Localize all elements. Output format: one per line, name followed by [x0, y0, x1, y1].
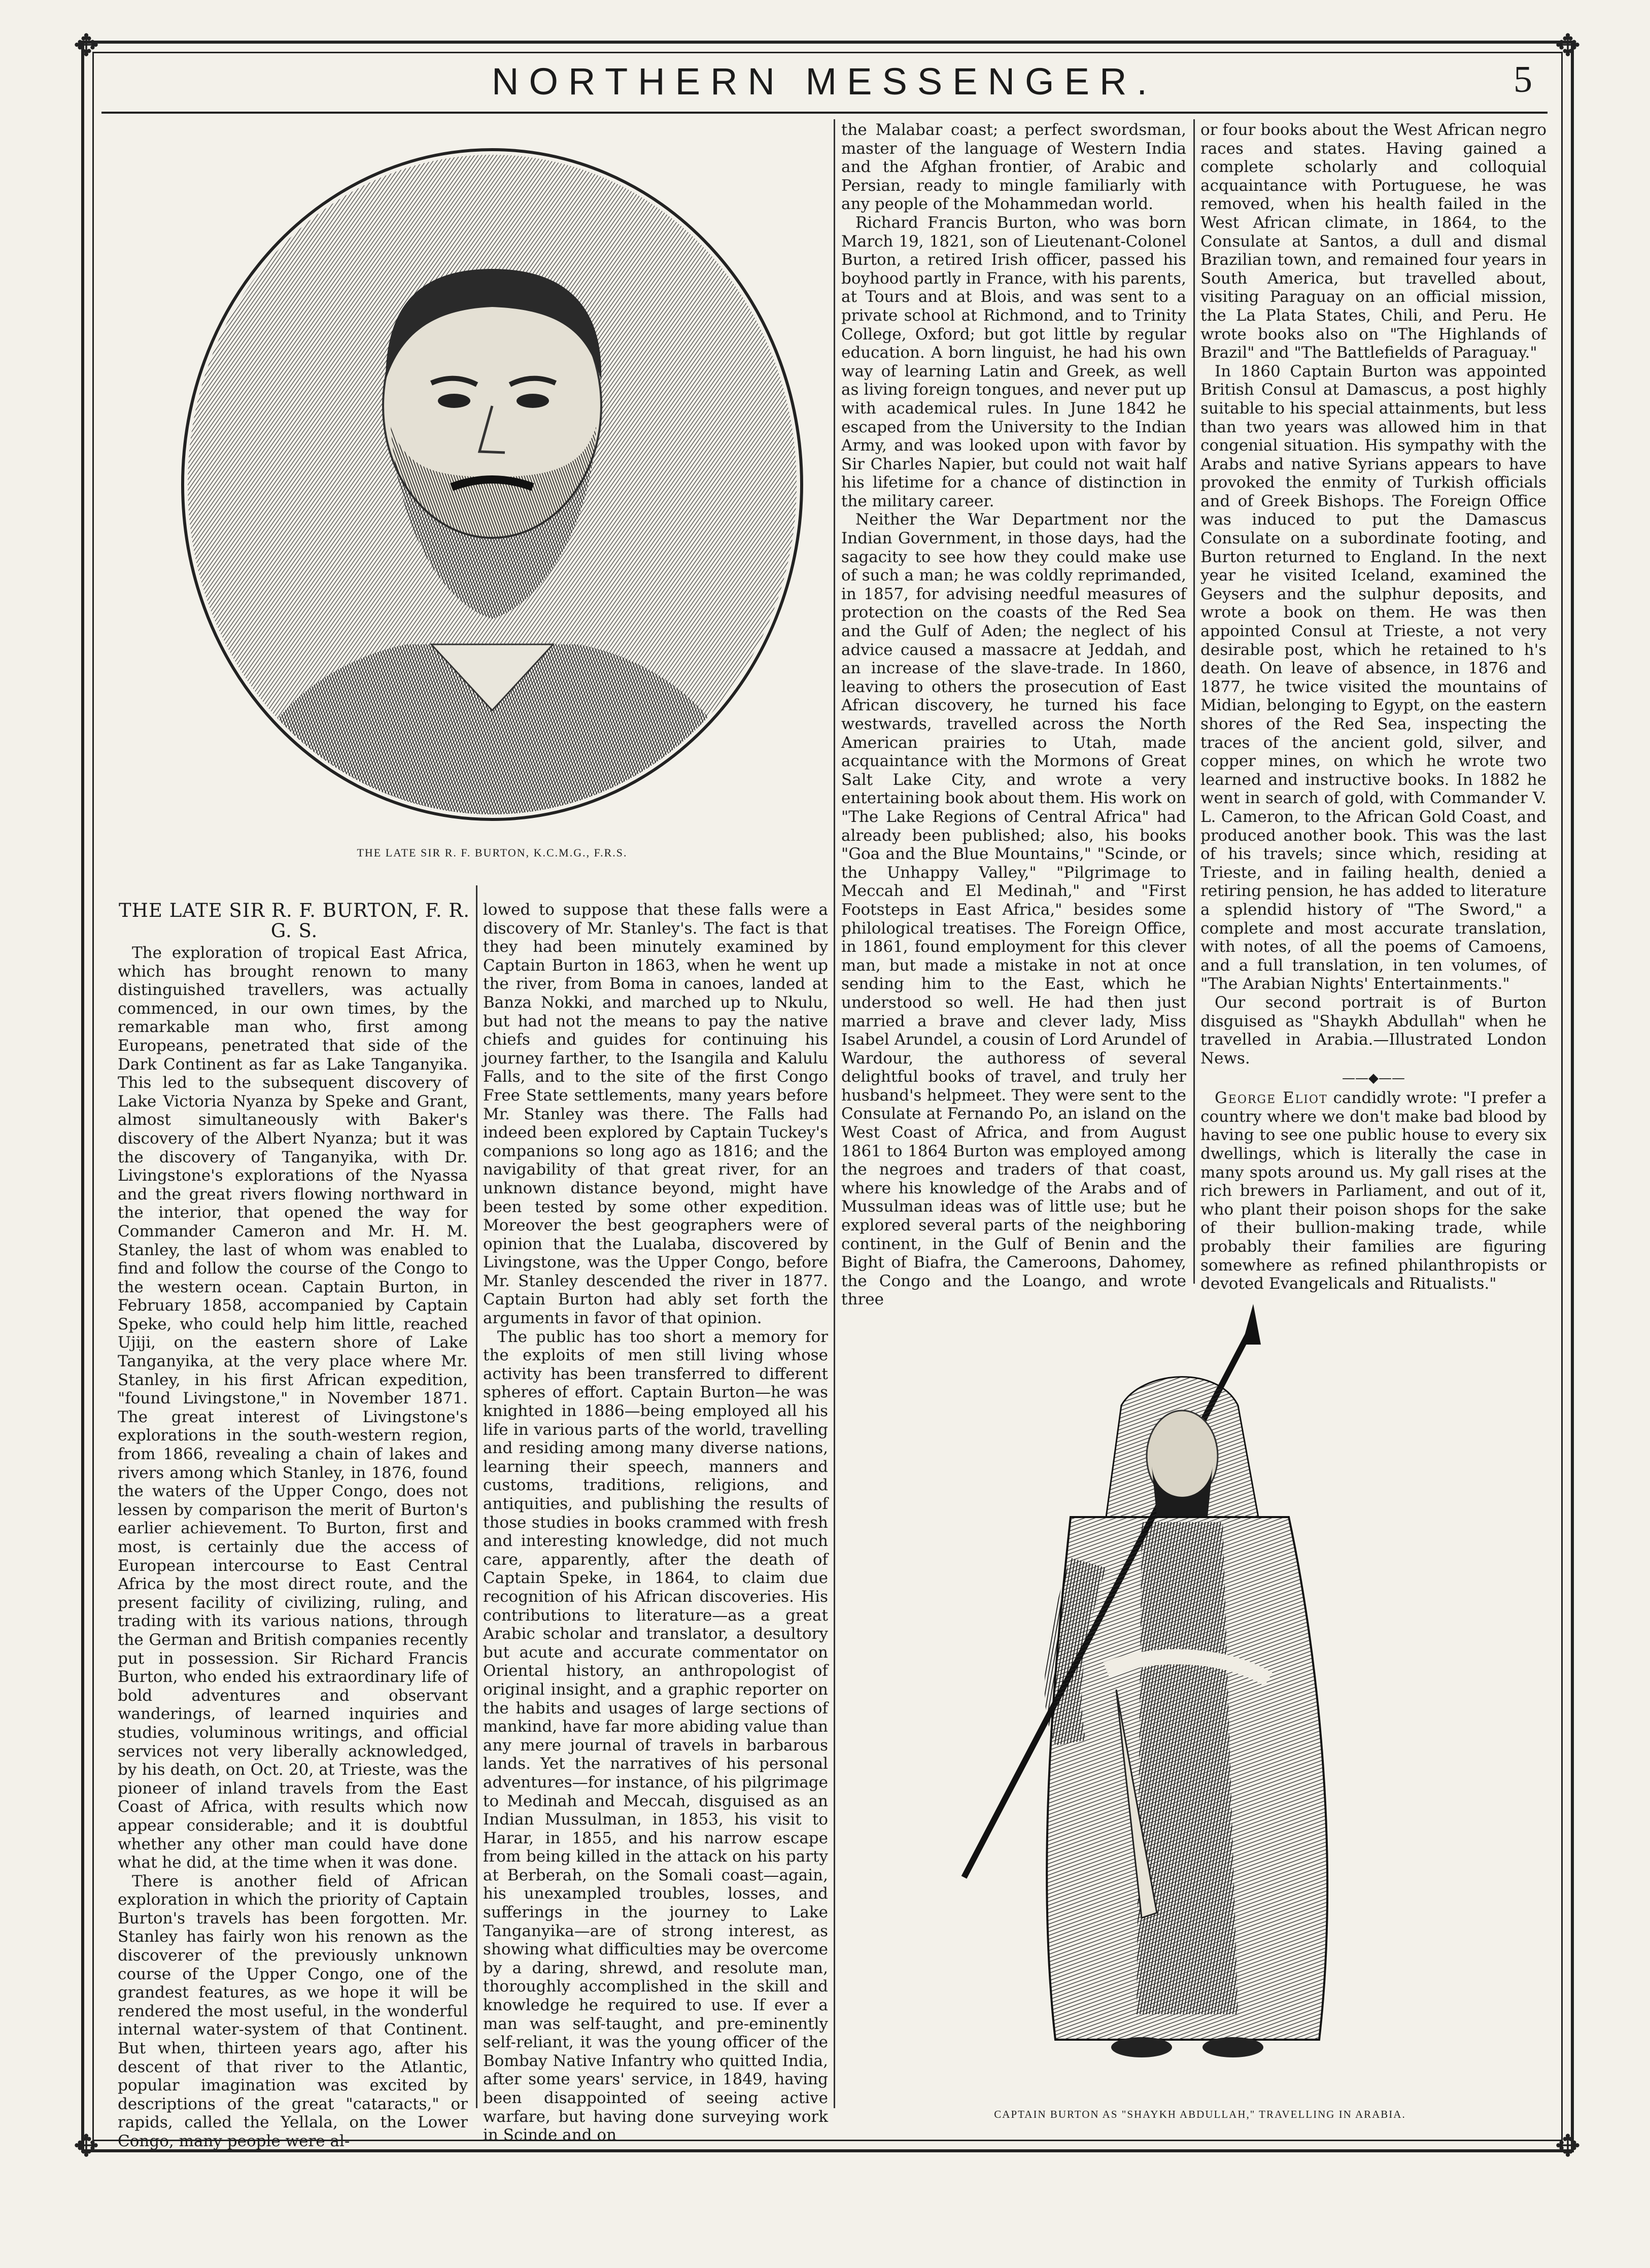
article-column-4	[1200, 121, 1546, 1293]
shaykh-caption: CAPTAIN BURTON AS "SHAYKH ABDULLAH," TRAVELLING IN ARABIA.	[994, 2108, 1406, 2120]
article-headline: THE LATE SIR R. F. BURTON, F. R. G. S.	[118, 900, 470, 942]
corner-ornament-icon: ✥	[73, 28, 99, 63]
article-column-3	[841, 121, 1186, 1309]
portrait-engraving	[167, 142, 817, 827]
masthead	[112, 53, 1537, 109]
shaykh-engraving	[903, 1304, 1487, 2095]
paragraph: or four books about the West African negro races and states. Having gained a complete scholarly and colloquial acquaintance with Portuguese, he was removed, when his health failed in the West African climate, in 1864, to the Consulate at Santos, a dull and dismal Brazilian town, and remained four years in South America, but travelled about, visiting Paraguay on an official mission, the La Plata States, Chili, and Peru. He wrote books also on "The Highlands of Brazil" and "The Battlefields of Paraguay."	[1200, 121, 1546, 362]
paragraph: The exploration of tropical East Africa, which has brought renown to many distinguished travellers, was actually commenced, in our own times, by the remarkable man who, first among Europeans, penetrated that side of the Dark Continent as far as Lake Tanganyika. This led to the subsequent discovery of Lake Victoria Nyanza by Speke and Grant, almost simultaneously with Baker's discovery of the Albert Nyanza; but it was the discovery of Tanganyika, with Dr. Livingstone's explorations of the Nyassa and the great rivers flowing northward in the interior, that opened the way for Commander Cameron and Mr. H. M. Stanley, the last of whom was enabled to find and follow the course of the Congo to the western ocean. Captain Burton, in February 1858, accompanied by Captain Speke, who could help him little, reached Ujiji, on the eastern shore of Lake Tanganyika, at the very place where Mr. Stanley, in his first African expedition, "found Livingstone," in November 1871. The great interest of Livingstone's explorations in the south-western region, from 1866, revealing a chain of lakes and rivers among which Stanley, in 1876, found the waters of the Upper Congo, does not lessen by comparison the merit of Burton's earlier achievement. To Burton, first and most, is certainly due the access of European intercourse to East Central Africa by the most direct route, and the present facility of civilizing, ruling, and trading with its various nations, through the German and British companies recently put in possession. Sir Richard Francis Burton, who ended his extraordinary life of bold adventures and observant wanderings, of learned inquiries and studies, voluminous writings, and official services not very liberally acknowledged, by his death, on Oct. 20, at Trieste, was the pioneer of inland travels from the East Coast of Africa, with results which now appear considerable; and it is doubtful whether any other man could have done what he did, at the time when it was done.	[118, 944, 468, 1872]
masthead-rule	[101, 112, 1548, 114]
paragraph: the Malabar coast; a perfect swordsman, master of the language of Western India and the Afghan frontier, of Arabic and Persian, ready to mingle familiarly with any people of the Mohammedan world.	[841, 121, 1186, 214]
page-number: 5	[1514, 59, 1532, 100]
quote-paragraph	[1200, 1089, 1546, 1293]
column-rule	[834, 119, 835, 2108]
divider-ornament-icon: ——◆——	[1342, 1071, 1405, 1086]
masthead-title: NORTHERN MESSENGER.	[492, 60, 1157, 102]
corner-ornament-icon: ✥	[1555, 28, 1581, 63]
paragraph: lowed to suppose that these falls were a discovery of Mr. Stanley's. The fact is that they had been minutely examined by Captain Burton in 1863, when he went up the river, from Boma in canoes, landed at Banza Nokki, and marched up to Nkulu, but had not the means to pay the native chiefs and guides for continuing his journey farther, to the Isangila and Kalulu Falls, and to the site of the first Congo Free State settlements, many years before Mr. Stanley was there. The Falls had indeed been explored by Captain Tuckey's companions so long ago as 1816; and the navigability of that great river, for an unknown distance beyond, might have been tested by some other expedition. Moreover the best geographers were of opinion that the Lualaba, discovered by Livingstone, was the Upper Congo, before Mr. Stanley descended the river in 1877. Captain Burton had ably set forth the arguments in favor of that opinion.	[483, 901, 828, 1328]
quote-author: George Eliot	[1215, 1089, 1328, 1108]
paragraph: In 1860 Captain Burton was appointed British Consul at Damascus, a post highly suitable to his special attainments, but less than two years was allowed him in that congenial situation. His sympathy with the Arabs and native Syrians appears to have provoked the enmity of Turkish officials and of Greek Bishops. The Foreign Office was induced to put the Damascus Consulate on a subordinate footing, and Burton returned to England. In the next year he visited Iceland, examined the Geysers and the sulphur deposits, and wrote a book on them. He was then appointed Consul at Trieste, a not very desirable post, which he retained to h's death. On leave of absence, in 1876 and 1877, he twice visited the mountains of Midian, belonging to Egypt, on the eastern shores of the Red Sea, inspecting the traces of the ancient gold, silver, and copper mines, on which he wrote two learned and instructive books. In 1882 he went in search of gold, with Commander V. L. Cameron, to the African Gold Coast, and produced another book. This was the last of his travels; since which, residing at Trieste, and in failing health, denied a retiring pension, he has added to literature a splendid history of "The Sword," a complete and most accurate translation, with notes, of all the poems of Camoens, and a full translation, in ten volumes, of "The Arabian Nights' Entertainments."	[1200, 362, 1546, 993]
corner-ornament-icon: ✥	[1555, 2128, 1581, 2164]
paragraph: Neither the War Department nor the Indian Government, in those days, had the sagacity to see how they could make use of such a man; he was coldly reprimanded, in 1857, for advising needful measures of protection on the coasts of the Red Sea and the Gulf of Aden; the neglect of his advice caused a massacre at Jeddah, and an increase of the slave-trade. In 1860, leaving to others the prosecution of East African discovery, he turned his face westwards, travelled across the North American prairies to Utah, made acquaintance with the Mormons of Great Salt Lake City, and wrote a very entertaining book about them. His work on "The Lake Regions of Central Africa" had already been published; also, his books "Goa and the Blue Mountains," "Scinde, or the Unhappy Valley," "Pilgrimage to Meccah and El Medinah," and "First Footsteps in East Africa," besides some philological treatises. The Foreign Office, in 1861, found employment for this clever man, but made a mistake in not at once sending him to the East, which he understood so well. He had then just married a brave and clever lady, Miss Isabel Arundel, a cousin of Lord Arundel of Wardour, the authoress of several delightful books of travel, and truly her husband's helpmeet. They were sent to the Consulate at Fernando Po, an island on the West Coast of Africa, and from August 1861 to 1864 Burton was employed among the negroes and traders of that coast, where his knowledge of the Arabs and of Mussulman ideas was of little use; but he explored several parts of the neighboring continent, in the Gulf of Benin and the Bight of Biafra, the Cameroons, Dahomey, the Congo and the Loango, and wrote three	[841, 510, 1186, 1309]
paragraph: Richard Francis Burton, who was born March 19, 1821, son of Lieutenant-Colonel Burton, a retired Irish officer, passed his boyhood partly in France, with his parents, at Tours and at Blois, and was sent to a private school at Richmond, and to Trinity College, Oxford; but got little by regular education. A born linguist, he had his own way of learning Latin and Greek, as well as living foreign tongues, and never put up with academical rules. In June 1842 he escaped from the University to the Indian Army, and was looked upon with favor by Sir Charles Napier, but could not wait half his lifetime for a chance of distinction in the military career.	[841, 213, 1186, 510]
shaykh-image	[903, 1304, 1487, 2095]
quote-text: candidly wrote: "I prefer a country where we don't make bad blood by having to see one public house to every six dwellings, which is literally the case in many spots around us. My gall rises at the rich brewers in Parliament, and out of it, who plant their poison shops for the sake of their bullion-making trade, while probably their families are figuring somewhere as refined philanthropists or devoted Evangelicals and Ritualists."	[1200, 1089, 1546, 1293]
paragraph: There is another field of African exploration in which the priority of Captain Burton's travels has been forgotten. Mr. Stanley has fairly won his renown as the discoverer of the previously unknown course of the Upper Congo, one of the grandest features, as we hope it will be rendered the most useful, in the wonderful internal water-system of that Continent. But when, thirteen years ago, after his descent of that river to the Atlantic, popular imagination was excited by descriptions of the great "cataracts," or rapids, called the Yellala, on the Lower Congo, many people were al-	[118, 1872, 468, 2150]
article-column-1	[118, 944, 468, 2150]
article-column-2	[483, 901, 828, 2145]
column-rule	[476, 885, 477, 2108]
corner-ornament-icon: ✥	[73, 2128, 99, 2164]
portrait-image	[167, 142, 817, 827]
paragraph: The public has too short a memory for the exploits of men still living whose activity has been transferred to different spheres of effort. Captain Burton—he was knighted in 1886—being employed all his life in various parts of the world, travelling and residing among many diverse nations, learning their speech, manners and customs, traditions, religions, and antiquities, and publishing the results of those studies in books crammed with fresh and interesting knowledge, did not much care, apparently, after the death of Captain Speke, in 1864, to claim due recognition of his African discoveries. His contributions to literature—as a great Arabic scholar and translator, a desultory but acute and accurate commentator on Oriental history, an anthropologist of original insight, and a graphic reporter on the habits and usages of large sections of mankind, have far more abiding value than any mere journal of travels in barbarous lands. Yet the narratives of his personal adventures—for instance, of his pilgrimage to Medinah and Meccah, disguised as an Indian Mussulman, in 1853, his visit to Harar, in 1855, and his narrow escape from being killed in the attack on his party at Berberah, on the Somali coast—again, his unexampled troubles, losses, and sufferings in the journey to Lake Tanganyika—are of strong interest, as showing what difficulties may be overcome by a daring, shrewd, and resolute man, thoroughly accomplished in the skill and knowledge he required to use. If ever a man was self-taught, and pre-eminently self-reliant, it was the young officer of the Bombay Native Infantry who quitted India, after some years' service, in 1849, having been disappointed of seeing active warfare, but having done surveying work in Scinde and on	[483, 1327, 828, 2145]
paragraph: Our second portrait is of Burton disguised as "Shaykh Abdullah" when he travelled in Arabia.—Illustrated London News.	[1200, 993, 1546, 1068]
column-rule	[1193, 119, 1195, 1284]
portrait-caption: THE LATE SIR R. F. BURTON, K.C.M.G., F.R.S.	[357, 846, 628, 859]
